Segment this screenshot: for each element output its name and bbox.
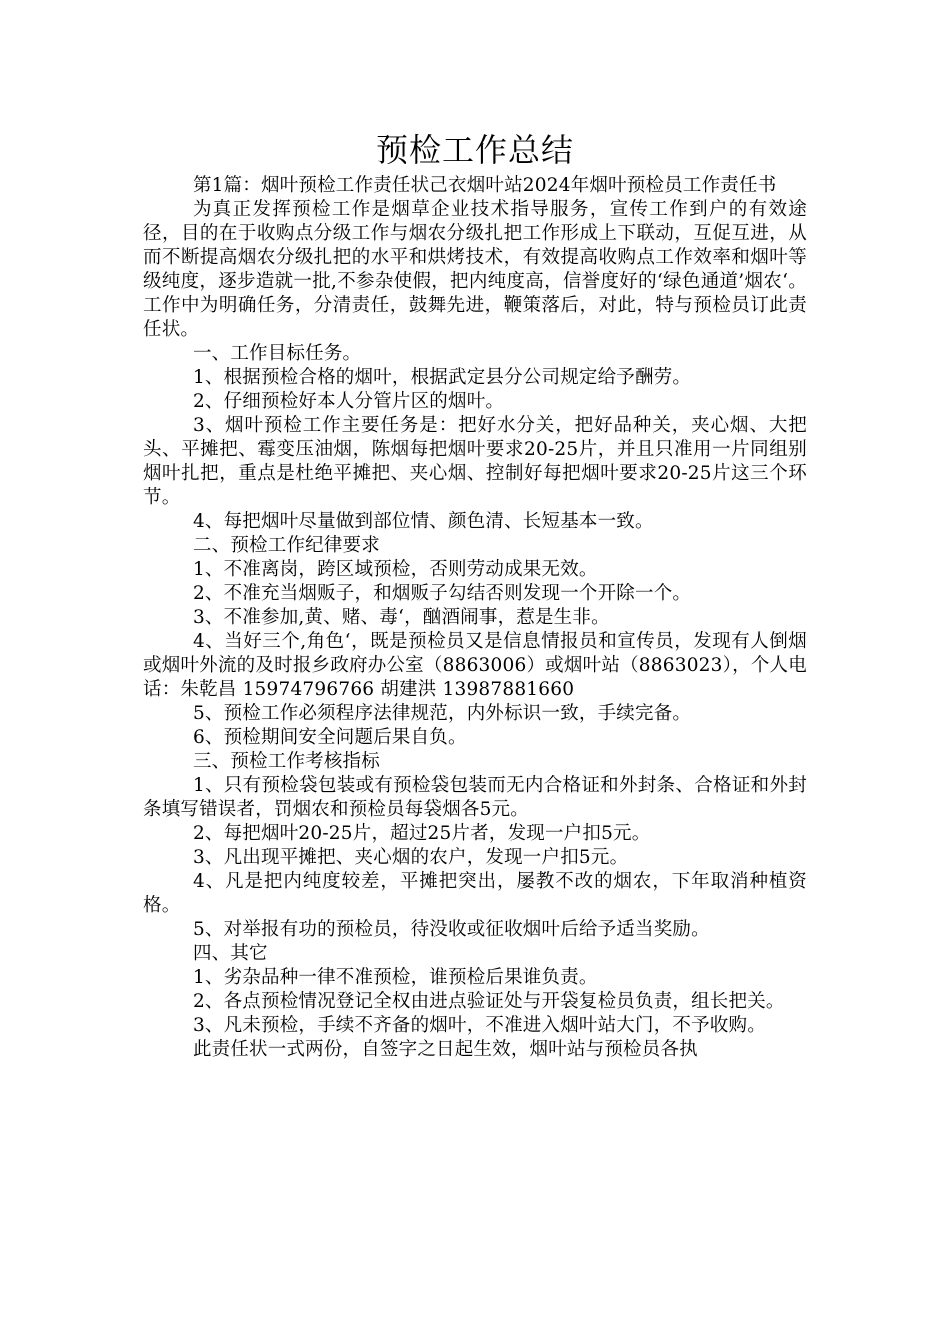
section-heading-3: 三、预检工作考核指标 [192,751,380,772]
paragraph: 5、对举报有功的预检员，待没收或征收烟叶后给予适当奖励。 [192,919,710,940]
paragraph: 6、预检期间安全问题后果自负。 [192,727,467,748]
paragraph: 2、各点预检情况登记全权由进点验证处与开袋复检员负责，组长把关。 [192,991,785,1012]
paragraph: 1、劣杂品种一律不准预检，谁预检后果谁负责。 [192,967,598,988]
paragraph-closing: 此责任状一式两份，自签字之日起生效，烟叶站与预检员各执 [192,1039,698,1060]
section-heading-4: 四、其它 [192,943,268,964]
paragraph-intro: 为真正发挥预检工作是烟草企业技术指导服务，宣传工作到户的有效途径，目的在于收购点分级工作与烟农分级扎把工作形成上下联动，互促互进，从而不断提高烟农分级扎把的水平和烘烤技术，有效提高收购点工作效率和烟叶等级纯度，逐步造就一批,不参杂使假，把内纯度高，信誉度好的‘绿色通道’烟农‘。工作中为明确任务，分清责任，鼓舞先进，鞭策落后，对此，特与预检员订此责任状。 [143,199,807,340]
paragraph: 3、凡出现平摊把、夹心烟的农户，发现一户扣5元。 [192,847,629,868]
paragraph: 2、不准充当烟贩子，和烟贩子勾结否则发现一个开除一个。 [192,583,692,604]
paragraph: 1、不准离岗，跨区域预检，否则劳动成果无效。 [192,559,598,580]
paragraph: 4、当好三个,角色‘，既是预检员又是信息情报员和宣传员，发现有人倒烟或烟叶外流的及时报乡政府办公室（8863006）或烟叶站（8863023），个人电话：朱乾昌 15974796766 胡建洪 13987881660 [143,631,807,700]
paragraph: 1、只有预检袋包装或有预检袋包装而无内合格证和外封条、合格证和外封条填写错误者，罚烟农和预检员每袋烟各5元。 [143,775,807,820]
paragraph: 2、每把烟叶20-25片，超过25片者，发现一户扣5元。 [192,823,651,844]
paragraph: 4、凡是把内纯度较差，平摊把突出，屡教不改的烟农，下年取消种植资格。 [143,871,807,916]
paragraph: 4、每把烟叶尽量做到部位情、颜色清、长短基本一致。 [192,511,654,532]
section-heading-1: 一、工作目标任务。 [192,343,362,364]
section-heading-2: 二、预检工作纪律要求 [192,535,380,556]
paragraph: 3、不准参加,黄、赌、毒‘，酗酒闹事，惹是生非。 [192,607,610,628]
paragraph: 1、根据预检合格的烟叶，根据武定县分公司规定给予酬劳。 [192,367,692,388]
paragraph: 2、仔细预检好本人分管片区的烟叶。 [192,391,505,412]
document-page [143,128,807,1062]
paragraph: 3、凡未预检，手续不齐备的烟叶，不准进入烟叶站大门，不予收购。 [192,1015,766,1036]
paragraph-heading-line: 第1篇：烟叶预检工作责任状己衣烟叶站2024年烟叶预检员工作责任书 [192,175,777,196]
paragraph: 3、烟叶预检工作主要任务是：把好水分关，把好品种关，夹心烟、大把头、平摊把、霉变压油烟，陈烟每把烟叶要求20-25片，并且只准用一片同组别烟叶扎把，重点是杜绝平摊把、夹心烟、控制好每把烟叶要求20-25片这三个环节。 [143,415,807,508]
document-title: 预检工作总结 [375,131,574,169]
paragraph: 5、预检工作必须程序法律规范，内外标识一致，手续完备。 [192,703,692,724]
